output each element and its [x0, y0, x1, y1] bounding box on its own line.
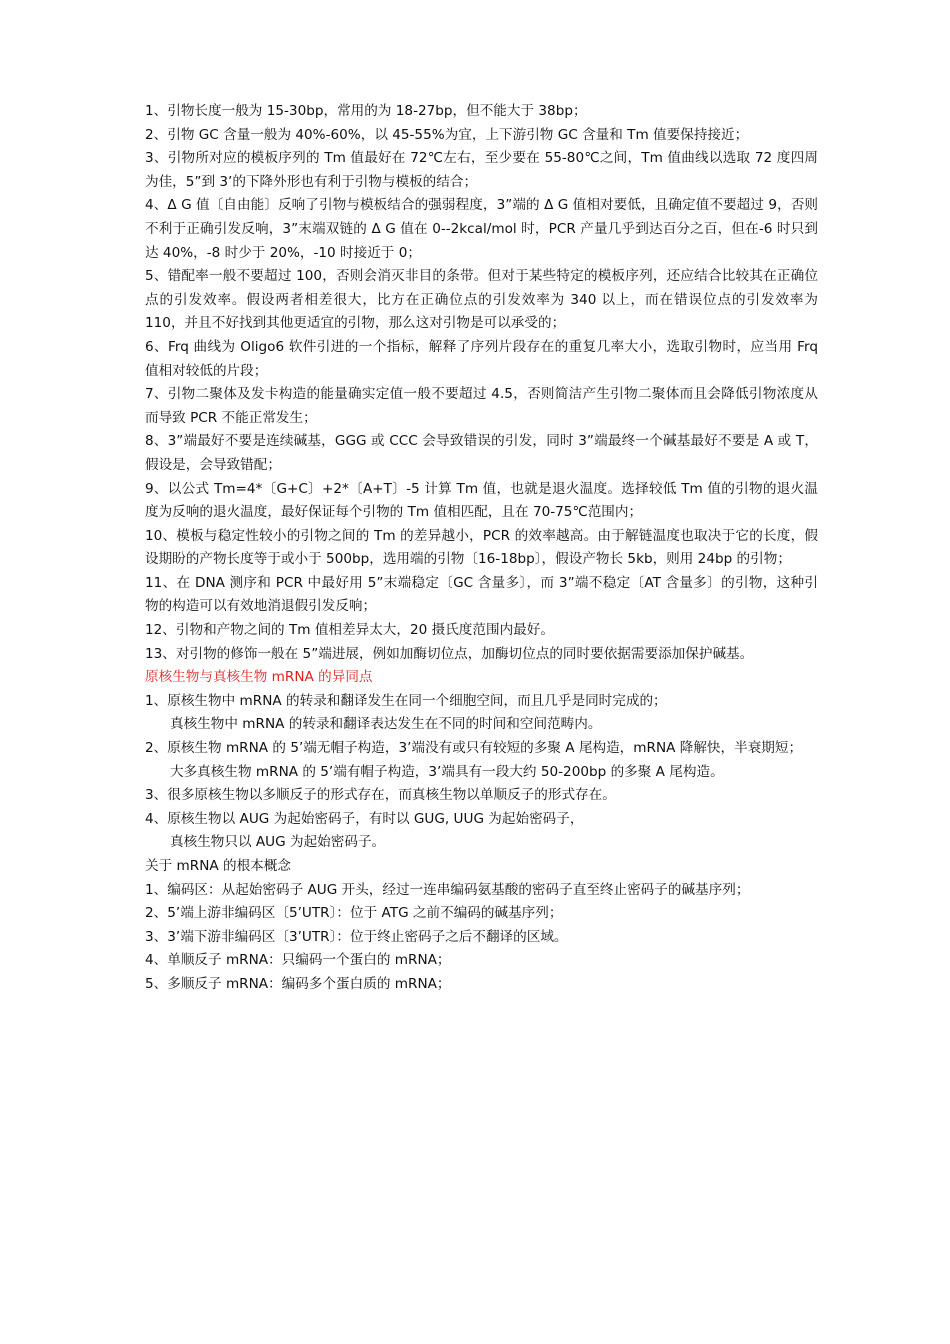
primer-rule-9: 9、以公式 Tm=4*〔G+C〕+2*〔A+T〕-5 计算 Tm 值，也就是退火温度。选择较低 Tm 值的引物的退火温度为反响的退火温度，最好保证每个引物的 Tm 值相匹配，且在 70-75℃范围内； [145, 480, 818, 521]
primer-rule-10: 10、模板与稳定性较小的引物之间的 Tm 的差异越小，PCR 的效率越高。由于解链温度也取决于它的长度，假设期盼的产物长度等于或小于 500bp，选用端的引物〔16-18bp〕，假设产物长 5kb，则用 24bp 的引物； [145, 527, 818, 568]
mrna-diff-item-4b: 真核生物只以 AUG 为起始密码子。 [170, 834, 386, 851]
section-title-mrna-diff: 原核生物与真核生物 mRNA 的异同点 [145, 669, 373, 686]
primer-rule-8: 8、3”端最好不要是连续碱基，GGG 或 CCC 会导致错误的引发，同时 3”端最终一个碱基最好不要是 A 或 T，假设是，会导致错配； [145, 433, 818, 473]
primer-rule-11: 11、在 DNA 测序和 PCR 中最好用 5”末端稳定〔GC 含量多〕，而 3”端不稳定〔AT 含量多〕的引物，这种引物的构造可以有效地消退假引发反响； [145, 574, 818, 615]
mrna-diff-item-1: 1、原核生物中 mRNA 的转录和翻译发生在同一个细胞空间，而且几乎是同时完成的； [145, 692, 667, 709]
mrna-concept-5: 5、多顺反子 mRNA：编码多个蛋白质的 mRNA； [145, 975, 451, 992]
mrna-concept-1: 1、编码区：从起始密码子 AUG 开头，经过一连串编码氨基酸的密码子直至终止密码子的碱基序列； [145, 881, 750, 898]
mrna-diff-item-4: 4、原核生物以 AUG 为起始密码子，有时以 GUG, UUG 为起始密码子， [145, 810, 584, 827]
primer-rule-1: 1、引物长度一般为 15-30bp，常用的为 18-27bp，但不能大于 38bp； [145, 103, 587, 119]
mrna-concept-2: 2、5’端上游非编码区〔5’UTR〕：位于 ATG 之前不编码的碱基序列； [145, 905, 563, 922]
section-title-mrna-concepts: 关于 mRNA 的根本概念 [145, 858, 291, 874]
mrna-diff-item-2: 2、原核生物 mRNA 的 5’端无帽子构造，3’端没有或只有较短的多聚 A 尾构造，mRNA 降解快，半衰期短； [145, 740, 803, 757]
mrna-diff-item-2b: 大多真核生物 mRNA 的 5’端有帽子构造，3’端具有一段大约 50-200bp 的多聚 A 尾构造。 [170, 763, 724, 780]
mrna-diff-list [145, 690, 818, 855]
mrna-concept-4: 4、单顺反子 mRNA：只编码一个蛋白的 mRNA； [145, 952, 451, 969]
mrna-diff-item-1b: 真核生物中 mRNA 的转录和翻译表达发生在不同的时间和空间范畴内。 [170, 716, 602, 733]
mrna-concepts-list [145, 879, 818, 997]
primer-rules-list [145, 100, 818, 666]
primer-rule-2: 2、引物 GC 含量一般为 40%-60%，以 45-55%为宜，上下游引物 GC 含量和 Tm 值要保持接近； [145, 126, 749, 143]
primer-rule-6: 6、Frq 曲线为 Oligo6 软件引进的一个指标，解释了序列片段存在的重复几率大小，选取引物时，应当用 Frq 值相对较低的片段； [145, 338, 818, 379]
primer-rule-4: 4、Δ G 值〔自由能〕反响了引物与模板结合的强弱程度，3”端的 Δ G 值相对要低，且确定值不要超过 9，否则不利于正确引发反响，3”末端双链的 Δ G 值在 0--2kcal/mol 时，PCR 产量几乎到达百分之百，但在-6 时只到达 40%，-8 时少于 20%，-10 时接近于 0； [145, 197, 818, 261]
primer-rule-12: 12、引物和产物之间的 Tm 值相差异太大，20 摄氏度范围内最好。 [145, 622, 554, 639]
primer-rule-3: 3、引物所对应的模板序列的 Tm 值最好在 72℃左右，至少要在 55-80℃之间，Tm 值曲线以选取 72 度四周为佳，5”到 3’的下降外形也有利于引物与模板的结合； [145, 150, 818, 190]
mrna-diff-item-3: 3、很多原核生物以多顺反子的形式存在，而真核生物以单顺反子的形式存在。 [145, 787, 616, 804]
primer-rule-5: 5、错配率一般不要超过 100，否则会消灭非目的条带。但对于某些特定的模板序列，还应结合比较其在正确位点的引发效率。假设两者相差很大，比方在正确位点的引发效率为 340 以上，而在错误位点的引发效率为 110，并且不好找到其他更适宜的引物，那么这对引物是可以承受的； [145, 268, 818, 332]
primer-rule-13: 13、对引物的修饰一般在 5”端进展，例如加酶切位点，加酶切位点的同时要依据需要添加保护碱基。 [145, 645, 754, 662]
mrna-concept-3: 3、3’端下游非编码区〔3’UTR〕：位于终止密码子之后不翻译的区域。 [145, 928, 568, 945]
document-page [145, 100, 818, 997]
primer-rule-7: 7、引物二聚体及发卡构造的能量确实定值一般不要超过 4.5，否则简洁产生引物二聚体而且会降低引物浓度从而导致 PCR 不能正常发生； [145, 386, 818, 426]
